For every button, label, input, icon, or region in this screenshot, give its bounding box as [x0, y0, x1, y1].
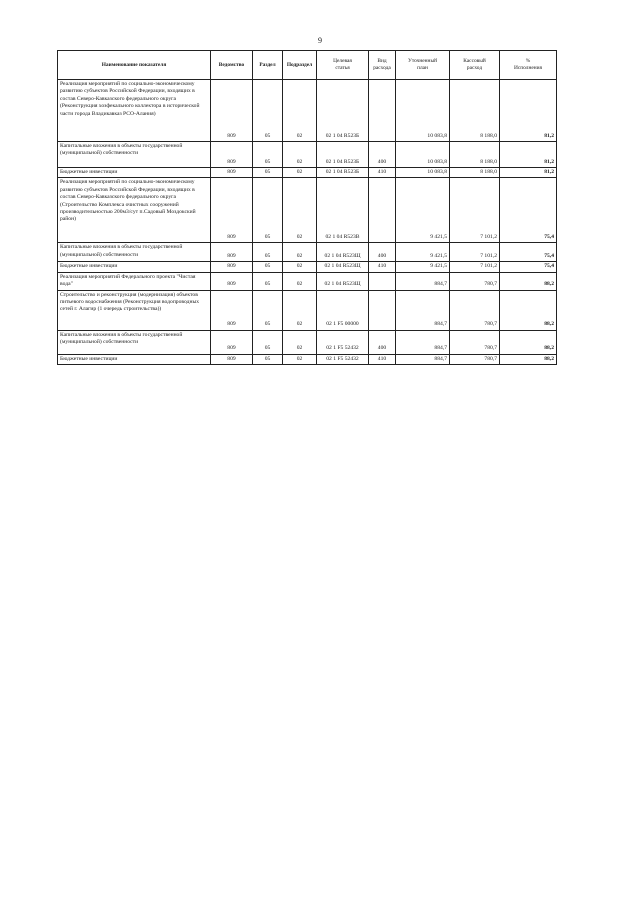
row-vedomstvo: 809	[211, 272, 253, 290]
header-podrazdel: Подраздел	[283, 51, 317, 80]
row-vid: 410	[369, 262, 396, 272]
row-plan: 884,7	[396, 272, 450, 290]
header-vid-line1: Вид	[377, 58, 387, 65]
header-pct	[500, 51, 557, 80]
row-razdel: 05	[253, 330, 283, 354]
header-name: Наименование показателя	[58, 51, 211, 80]
table-row	[58, 178, 557, 243]
row-plan: 9 421,5	[396, 178, 450, 243]
row-statya: 02 1 F5 52432	[317, 330, 369, 354]
row-vedomstvo: 809	[211, 330, 253, 354]
header-plan-line1: Уточненный	[408, 58, 437, 65]
row-pct: 75,4	[500, 178, 557, 243]
row-podrazdel: 02	[283, 168, 317, 178]
row-vid: 400	[369, 142, 396, 168]
header-statya	[317, 51, 369, 80]
row-pct: 75,4	[500, 262, 557, 272]
row-pct: 88,2	[500, 330, 557, 354]
row-name: Бюджетные инвестиции	[58, 354, 211, 364]
budget-execution-table	[57, 50, 557, 365]
table-row	[58, 142, 557, 168]
row-kassa: 7 101,2	[450, 262, 500, 272]
header-kassa-line1: Кассовый	[463, 58, 486, 65]
row-razdel: 05	[253, 243, 283, 262]
row-razdel: 05	[253, 80, 283, 142]
row-plan: 9 421,5	[396, 262, 450, 272]
header-vid-line2: расхода	[373, 65, 391, 71]
row-podrazdel: 02	[283, 272, 317, 290]
row-kassa: 7 101,2	[450, 178, 500, 243]
row-name: Строительство и реконструкция (модернизация) объектов питьевого водоснабжения (Реконструкция водопроводных сетей г. Алагир (1 очередь строительства))	[58, 290, 211, 330]
row-vedomstvo: 809	[211, 80, 253, 142]
row-statya: 02 1 04 R523Щ	[317, 243, 369, 262]
header-vedomstvo: Ведомство	[211, 51, 253, 80]
row-name: Реализация мероприятий Федерального проекта "Чистая вода"	[58, 272, 211, 290]
row-statya: 02 1 04 R523В	[317, 178, 369, 243]
row-vid: 410	[369, 168, 396, 178]
row-podrazdel: 02	[283, 243, 317, 262]
table-row	[58, 80, 557, 142]
row-razdel: 05	[253, 178, 283, 243]
header-razdel: Раздел	[253, 51, 283, 80]
table-row	[58, 354, 557, 364]
row-pct: 81,2	[500, 80, 557, 142]
row-kassa: 780,7	[450, 330, 500, 354]
table-row	[58, 262, 557, 272]
row-name: Реализация мероприятий по социально-экономическому развитию субъектов Российской Федерации, входящих в состав Северо-Кавказского федерального округа (Строительство Комплекса очистных сооружений производительностью 200м3/сут п.Садовый Моздокский район)	[58, 178, 211, 243]
row-podrazdel: 02	[283, 178, 317, 243]
row-razdel: 05	[253, 168, 283, 178]
row-vedomstvo: 809	[211, 290, 253, 330]
row-kassa: 780,7	[450, 272, 500, 290]
row-name: Капитальные вложения в объекты государственной (муниципальной) собственности	[58, 142, 211, 168]
header-plan	[396, 51, 450, 80]
row-plan: 9 421,5	[396, 243, 450, 262]
row-vedomstvo: 809	[211, 243, 253, 262]
row-statya: 02 1 04 R523Б	[317, 168, 369, 178]
row-pct: 75,4	[500, 243, 557, 262]
row-vedomstvo: 809	[211, 142, 253, 168]
row-razdel: 05	[253, 142, 283, 168]
row-kassa: 8 188,0	[450, 142, 500, 168]
header-kassa-line2: расход	[466, 65, 483, 71]
row-pct: 88,2	[500, 290, 557, 330]
row-name: Бюджетные инвестиции	[58, 168, 211, 178]
row-name: Реализация мероприятий по социально-экономическому развитию субъектов Российской Федерации, входящих в состав Северо-Кавказского федерального округа (Реконструкция хозфекального коллектора в исторической части города Владикавказ РСО-Алания)	[58, 80, 211, 142]
row-vid	[369, 178, 396, 243]
row-vid: 400	[369, 243, 396, 262]
row-kassa: 8 188,0	[450, 168, 500, 178]
row-razdel: 05	[253, 272, 283, 290]
row-podrazdel: 02	[283, 290, 317, 330]
row-kassa: 780,7	[450, 354, 500, 364]
row-vedomstvo: 809	[211, 168, 253, 178]
row-kassa: 780,7	[450, 290, 500, 330]
header-plan-line2: план	[417, 65, 428, 71]
header-pct-line1: %	[525, 58, 531, 65]
row-podrazdel: 02	[283, 330, 317, 354]
row-plan: 884,7	[396, 354, 450, 364]
header-vid	[369, 51, 396, 80]
row-vid	[369, 272, 396, 290]
row-plan: 10 083,8	[396, 168, 450, 178]
row-name: Капитальные вложения в объекты государственной (муниципальной) собственности	[58, 330, 211, 354]
row-statya: 02 1 04 R523Щ	[317, 262, 369, 272]
table-row	[58, 168, 557, 178]
row-vedomstvo: 809	[211, 354, 253, 364]
table-row	[58, 330, 557, 354]
table-row	[58, 272, 557, 290]
row-name: Бюджетные инвестиции	[58, 262, 211, 272]
page-number: 9	[318, 36, 322, 45]
row-plan: 10 083,8	[396, 80, 450, 142]
row-podrazdel: 02	[283, 142, 317, 168]
header-statya-line1: Целевая	[333, 58, 352, 65]
row-pct: 81,2	[500, 168, 557, 178]
row-vid	[369, 80, 396, 142]
row-podrazdel: 02	[283, 262, 317, 272]
row-plan: 10 083,8	[396, 142, 450, 168]
table-header	[58, 51, 557, 80]
row-vid: 410	[369, 354, 396, 364]
row-statya: 02 1 04 R523Б	[317, 142, 369, 168]
row-statya: 02 1 04 R523Щ	[317, 272, 369, 290]
row-statya: 02 1 F5 52432	[317, 354, 369, 364]
row-podrazdel: 02	[283, 80, 317, 142]
row-statya: 02 1 04 R523Б	[317, 80, 369, 142]
table-row	[58, 243, 557, 262]
row-kassa: 7 101,2	[450, 243, 500, 262]
row-podrazdel: 02	[283, 354, 317, 364]
row-pct: 81,2	[500, 142, 557, 168]
header-pct-line2: Исполнения	[513, 65, 542, 71]
row-pct: 88,2	[500, 354, 557, 364]
row-razdel: 05	[253, 354, 283, 364]
row-plan: 884,7	[396, 290, 450, 330]
row-plan: 884,7	[396, 330, 450, 354]
row-kassa: 8 188,0	[450, 80, 500, 142]
header-statya-line2: статья	[335, 65, 350, 71]
row-name: Капитальные вложения в объекты государственной (муниципальной) собственности	[58, 243, 211, 262]
row-pct: 88,2	[500, 272, 557, 290]
row-vedomstvo: 809	[211, 262, 253, 272]
row-razdel: 05	[253, 262, 283, 272]
table-body	[58, 80, 557, 365]
table-row	[58, 290, 557, 330]
row-vid	[369, 290, 396, 330]
header-kassa	[450, 51, 500, 80]
row-vedomstvo: 809	[211, 178, 253, 243]
row-vid: 400	[369, 330, 396, 354]
row-razdel: 05	[253, 290, 283, 330]
row-statya: 02 1 F5 00000	[317, 290, 369, 330]
